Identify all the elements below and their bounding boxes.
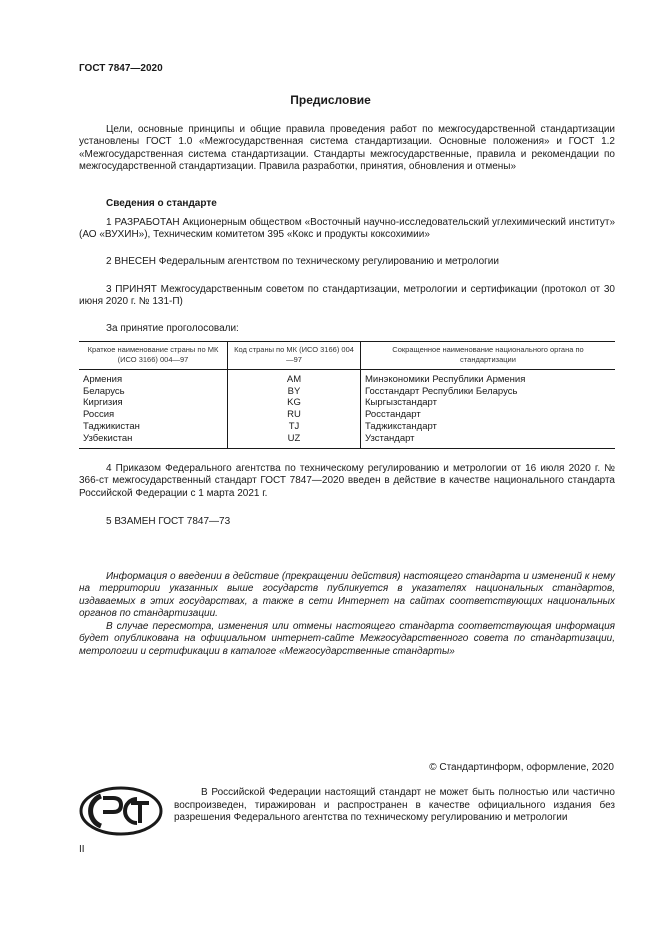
item-developed: 1 РАЗРАБОТАН Акционерным обществом «Восточный научно-исследовательский углехимический институт» (АО «ВУХИН»), Техническим комитетом 395 «Кокс и продукты коксохимии» [79, 217, 615, 241]
header-code: Код страны по МК (ИСО 3166) 004—97 [228, 342, 361, 370]
intro-paragraph: Цели, основные принципы и общие правила проведения работ по межгосударственной стандартизации установлены ГОСТ 1.0 «Межгосударственная система стандартизации. Основные положения» и ГОСТ 1.2 «Межгосударственная система стандартизации. Стандарты межгосударственные, правила и рекомендации по межгосударственной стандартизации. Правила разработки, принятия, обновления и отмены» [79, 124, 615, 173]
page-number: II [79, 844, 85, 855]
item-adopted: 3 ПРИНЯТ Межгосударственным советом по стандартизации, метрологии и сертификации (протокол от 30 июня 2020 г. № 131-П) [79, 284, 615, 308]
cell-code: TJ [228, 421, 361, 433]
cell-org: Кыргызстандарт [365, 397, 437, 409]
cell-org: Минэкономики Республики Армения [365, 374, 526, 385]
cell-org: Узстандарт [365, 432, 415, 444]
cell-org: Таджикстандарт [365, 420, 437, 432]
cell-country: Россия [79, 409, 228, 421]
cell-code: UZ [228, 433, 361, 449]
cell-code: AM [228, 370, 361, 386]
cell-country: Узбекистан [79, 433, 228, 449]
cell-country: Таджикистан [79, 421, 228, 433]
header-org: Сокращенное наименование национального органа по стандартизации [361, 342, 616, 370]
cell-org: Госстандарт Республики Беларусь [365, 385, 518, 397]
header-country: Краткое наименование страны по МК (ИСО 3166) 004—97 [79, 342, 228, 370]
table-row [79, 397, 615, 409]
section-heading: Сведения о стандарте [106, 198, 217, 209]
cell-country: Киргизия [79, 397, 228, 409]
table-row [79, 386, 615, 398]
voting-table [79, 341, 615, 449]
cell-country: Армения [79, 370, 228, 386]
table-row [79, 433, 615, 449]
item-enacted: 4 Приказом Федерального агентства по техническому регулированию и метрологии от 16 июля 2020 г. № 366-ст межгосударственный стандарт ГОСТ 7847—2020 введен в действие в качестве национального стандарта Российской Федерации с 1 марта 2021 г. [79, 463, 615, 499]
table-row [79, 370, 615, 386]
table-header-row [79, 342, 615, 370]
copyright-line: © Стандартинформ, оформление, 2020 [429, 762, 614, 773]
page-title: Предисловие [290, 93, 371, 107]
cell-code: BY [228, 386, 361, 398]
cell-country: Беларусь [79, 386, 228, 398]
reproduction-notice: В Российской Федерации настоящий стандарт не может быть полностью или частично воспроизведен, тиражирован и распространен в качестве официального издания без разрешения Федерального агентства по техническому регулированию и метрологии [174, 787, 615, 824]
rst-certification-logo-icon [79, 786, 163, 836]
table-row [79, 421, 615, 433]
cell-code: KG [228, 397, 361, 409]
item-introduced: 2 ВНЕСЕН Федеральным агентством по техническому регулированию и метрологии [106, 256, 499, 267]
document-code: ГОСТ 7847—2020 [79, 63, 163, 74]
info-paragraph-2: В случае пересмотра, изменения или отмены настоящего стандарта соответствующая информация будет опубликована на официальном интернет-сайте Межгосударственного совета по стандартизации, метрологии и сертификации в каталоге «Межгосударственные стандарты» [79, 621, 615, 657]
item-replaces: 5 ВЗАМЕН ГОСТ 7847—73 [106, 516, 231, 527]
cell-code: RU [228, 409, 361, 421]
table-row [79, 409, 615, 421]
voted-label: За принятие проголосовали: [106, 323, 239, 334]
info-paragraph-1: Информация о введении в действие (прекращении действия) настоящего стандарта и изменений к нему на территории указанных выше государств публикуется в указателях национальных стандартов, издаваемых в этих государствах, а также в сети Интернет на сайтах соответствующих национальных органов по стандартизации. [79, 571, 615, 619]
cell-org: Росстандарт [365, 409, 421, 421]
